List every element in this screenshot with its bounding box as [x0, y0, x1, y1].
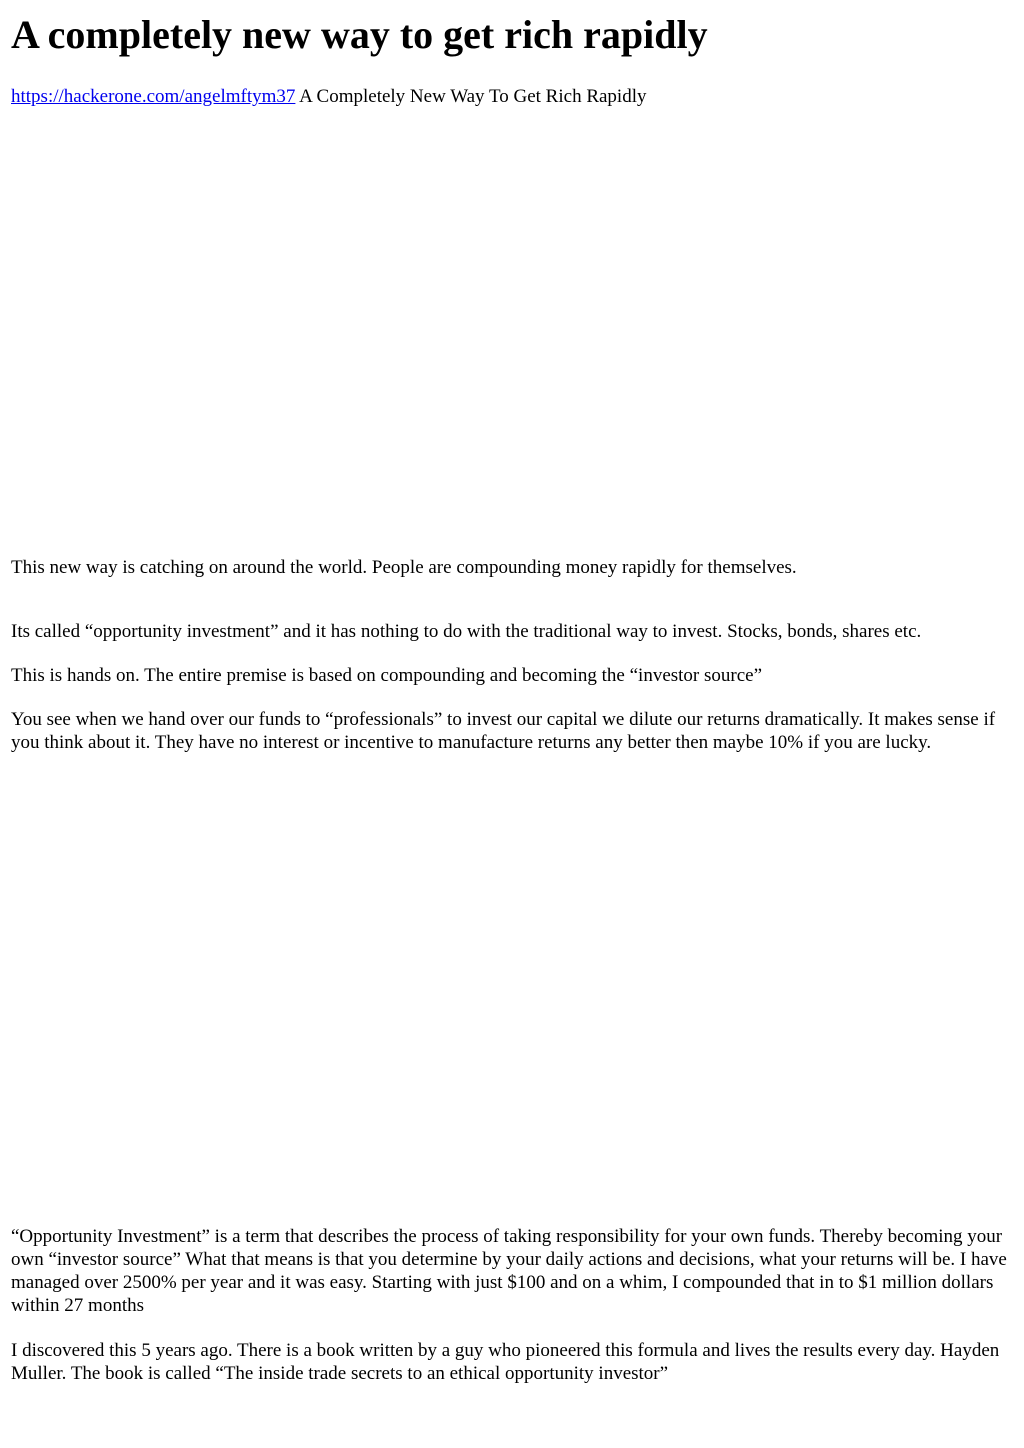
paragraph: “Opportunity Investment” is a term that describes the process of taking responsibility for your own funds. Thereby becoming your own “investor source” What that means is that you determine by your daily actions and decisions, what your returns will be. I have managed over 2500% per year and it was easy. Starting with just $100 and on a whim, I compounded that in to $1 million dollars within 27 months — [11, 1226, 1007, 1316]
article-title: A completely new way to get rich rapidly — [11, 12, 708, 57]
paragraph: Its called “opportunity investment” and it has nothing to do with the traditional way to invest. Stocks, bonds, shares etc. — [11, 621, 922, 642]
paragraph: You see when we hand over our funds to “professionals” to invest our capital we dilute our returns dramatically. It makes sense if you think about it. They have no interest or incentive to manufacture returns any better then maybe 10% if you are lucky. — [11, 709, 996, 753]
profile-link[interactable]: https://hackerone.com/angelmftym37 — [11, 86, 296, 107]
paragraph: I discovered this 5 years ago. There is a book written by a guy who pioneered this formula and lives the results every day. Hayden Muller. The book is called “The inside trade secrets to an ethical opportunity investor” — [11, 1340, 1000, 1384]
paragraph: This new way is catching on around the world. People are compounding money rapidly for themselves. — [11, 557, 797, 578]
paragraph: This is hands on. The entire premise is based on compounding and becoming the “investor source” — [11, 665, 763, 686]
intro-line — [11, 85, 646, 108]
intro-text: A Completely New Way To Get Rich Rapidly — [295, 86, 647, 107]
